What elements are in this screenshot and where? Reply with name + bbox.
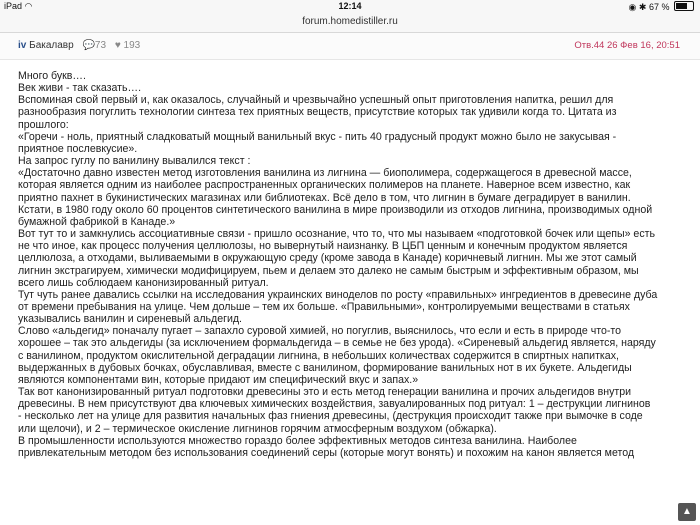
- text-line: разнообразия погуглить технологии синтеза тех приятных веществ, присутствие которых так удивили когда то. Цитата из: [18, 106, 617, 119]
- bluetooth-icon: ✱: [638, 2, 647, 12]
- text-line: бумажной фабрикой в Канаде.»: [18, 215, 176, 228]
- text-line: с ванилином, продуктом окислительной деградации лигнина, в небольших количествах содержится в спиртных напитках,: [18, 349, 619, 362]
- text-line: На запрос гуглу по ванилину вывалился текст :: [18, 155, 251, 168]
- address-bar[interactable]: [0, 14, 700, 33]
- text-line: Вот тут то и замкнулись ассоциативные связи - пришло осознание, что то, что мы называем «подготовкой бочек или щепы» есть: [18, 228, 655, 241]
- arrow-up-icon: ▲: [682, 506, 692, 517]
- lock-rotation-icon: ◉: [628, 2, 637, 12]
- comments-icon: 💬: [82, 40, 95, 51]
- text-line: прошлого:: [18, 118, 69, 131]
- text-line: В промышленности используются множество гораздо более эффективных методов синтеза ванилина. Наиболее: [18, 434, 577, 447]
- author-name[interactable]: iv: [18, 40, 27, 51]
- text-line: указывались ванилин и сиреневый альдегид.: [18, 313, 243, 326]
- clock: 12:14: [338, 1, 362, 11]
- battery-indicator: ◉ ✱ 67 %: [629, 1, 694, 13]
- text-line: выдержанных в дубовых бочках, обуславливая, вместе с ванилином, формирование ванильных нот в их букете. Альдегиды: [18, 361, 632, 374]
- text-line: Вспоминая свой первый и, как оказалось, случайный и чрезвычайно успешный опыт приготовления напитка, решил для: [18, 94, 614, 107]
- text-line: которая является одним из наиболее распространенных органических полимеров на планете. Наверное всем известно, как: [18, 179, 631, 192]
- text-line: всего лишь соблюдаем канонизированный ритуал.: [18, 276, 269, 289]
- scroll-up-button[interactable]: [678, 503, 696, 521]
- text-line: «Достаточно давно известен метод изготовления ванилина из лигнина — биополимера, содержащегося в древесной массе,: [18, 167, 632, 180]
- text-line: Век живи - так сказать….: [18, 82, 142, 95]
- device-label: iPad ◠: [4, 1, 33, 11]
- post-header: [0, 33, 700, 60]
- post-body: [18, 70, 686, 459]
- url-text[interactable]: forum.homedistiller.ru: [302, 16, 398, 27]
- text-line: Слово «альдегид» поначалу пугает – запахло суровой химией, но погуглив, выяснилось, что если и есть в природе что-то: [18, 325, 621, 338]
- text-line: лигнин экстрагируем, химически модифицируем, пьем и делаем это далеко не самым быстрым и эффективным образом, мы: [18, 264, 639, 277]
- text-line: привлекательным методом без использования соединений серы (которые могут вонять) и похожим на канон является метод: [18, 446, 635, 459]
- text-line: Кстати, в 1980 году около 60 процентов синтетического ванилина в мире производили из отходов лигнина, производимых одной: [18, 203, 653, 216]
- text-line: Так вот канонизированный ритуал подготовки древесины это и есть метод генерации ванилина и прочих альдегидов внутри: [18, 386, 632, 399]
- text-line: древесины. В нем присутствуют два ключевых химических воздействия, завуалированных под ритуал: 1 – деструкции лигнинов: [18, 398, 651, 411]
- heart-icon: ♥: [114, 40, 121, 51]
- text-line: являются компонентами вин, которые придают им специфический вкус и запах.»: [18, 373, 419, 386]
- text-line: хорошее – так это альдегиды (за исключением формальдегида – в семье не без урода). «Сиреневый альдегид является, наряду: [18, 337, 656, 350]
- messages-count: 💬73: [82, 40, 107, 51]
- battery-icon: [674, 1, 694, 11]
- text-line: от времени пребывания на улице. Чем дольше – тем их больше. «Правильными», контролируемыми веществами в статьях: [18, 300, 630, 313]
- status-bar: [0, 0, 700, 14]
- text-line: целлюлоза, а отходами, выливаемыми в окружающую среду (кроме завода в Канаде) коричневый лигнин. Мы же этот самый: [18, 252, 637, 265]
- post-meta[interactable]: Отв.44 26 Фев 16, 20:51: [574, 40, 680, 51]
- text-line: или щелочи), и 2 – термическое окисление лигнинов горячим атмосферным воздухом (обжарка).: [18, 422, 497, 435]
- author-rank: Бакалавр: [29, 40, 74, 51]
- text-line: «Горечи - ноль, приятный сладковатый мощный ванильный вкус - пить 40 градусный продукт можно было не закусывая -: [18, 130, 617, 143]
- text-line: Тут чуть ранее давались ссылки на исследования украинских виноделов по росту «правильных» ингредиентов в древесине дуба: [18, 288, 658, 301]
- wifi-icon: ◠: [24, 1, 33, 11]
- text-line: - несколько лет на улице для развития начальных фаз гниения древесины, (деструкция происходит также при вымочке в соде: [18, 410, 643, 423]
- text-line: не что иное, как процесс получения целлюлозы, но вывернутый наизнанку. В ЦБП ценным и конечным продуктом является: [18, 240, 628, 253]
- post-author[interactable]: [18, 40, 140, 51]
- text-line: Много букв….: [18, 70, 86, 82]
- text-line: приятно пахнет в букинистических магазинах или библиотеках. Всё дело в том, что лигнин в бумаге деградирует в ванилин.: [18, 191, 631, 204]
- text-line: приятное послевкусие».: [18, 142, 138, 155]
- rating-count: ♥ 193: [114, 40, 141, 51]
